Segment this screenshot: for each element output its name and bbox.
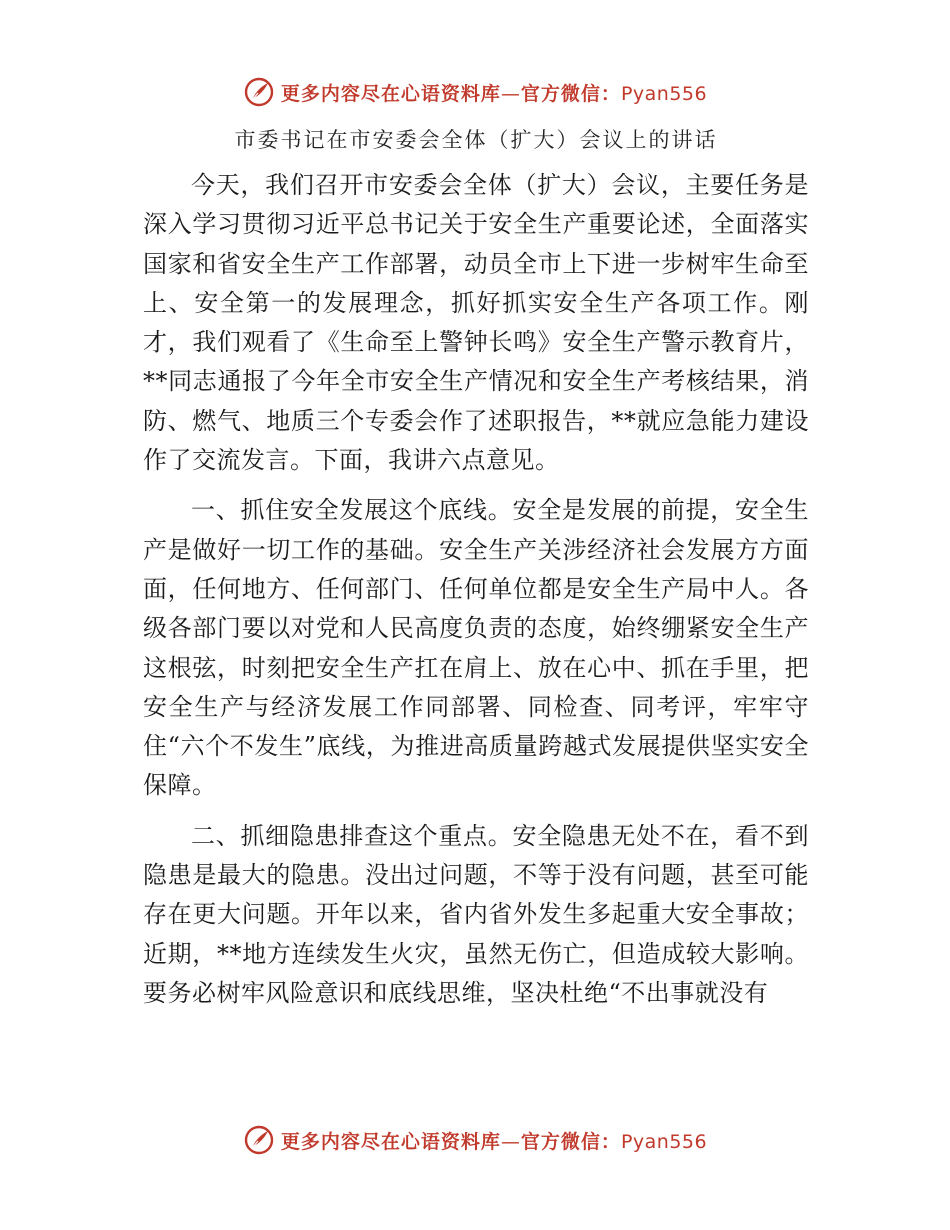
feather-pen-logo-icon: [243, 1124, 275, 1156]
paragraph-point-one: 一、抓住安全发展这个底线。安全是发展的前提，安全生产是做好一切工作的基础。安全生产关涉经济社会发展方方面面，任何地方、任何部门、任何单位都是安全生产局中人。各级各部门要以对党和人民高度负责的态度，始终绷紧安全生产这根弦，时刻把安全生产扛在肩上、放在心中、抓在手里，把安全生产与经济发展工作同部署、同检查、同考评，牢牢守住“六个不发生”底线，为推进高质量跨越式发展提供坚实安全保障。: [143, 496, 809, 800]
watermark-header: [0, 72, 950, 112]
watermark-text: 更多内容尽在心语资料库—官方微信：Pyan556: [280, 1130, 708, 1153]
paragraph-point-two: 二、抓细隐患排查这个重点。安全隐患无处不在，看不到隐患是最大的隐患。没出过问题，不等于没有问题，甚至可能存在更大问题。开年以来，省内省外发生多起重大安全事故；近期，**地方连续发生火灾，虽然无伤亡，但造成较大影响。要务必树牢风险意识和底线思维，坚决杜绝“不出事就没有: [143, 821, 809, 1007]
paragraph-intro: 今天，我们召开市安委会全体（扩大）会议，主要任务是深入学习贯彻习近平总书记关于安全生产重要论述，全面落实国家和省安全生产工作部署，动员全市上下进一步树牢生命至上、安全第一的发展理念，抓好抓实安全生产各项工作。刚才，我们观看了《生命至上警钟长鸣》安全生产警示教育片，**同志通报了今年全市安全生产情况和安全生产考核结果，消防、燃气、地质三个专委会作了述职报告，**就应急能力建设作了交流发言。下面，我讲六点意见。: [143, 171, 809, 475]
document-body: [143, 124, 809, 1024]
watermark-text: 更多内容尽在心语资料库—官方微信：Pyan556: [280, 82, 708, 105]
watermark-footer: [0, 1120, 950, 1160]
feather-pen-logo-icon: [243, 76, 275, 108]
document-title: 市委书记在市安委会全体（扩大）会议上的讲话: [234, 128, 718, 152]
